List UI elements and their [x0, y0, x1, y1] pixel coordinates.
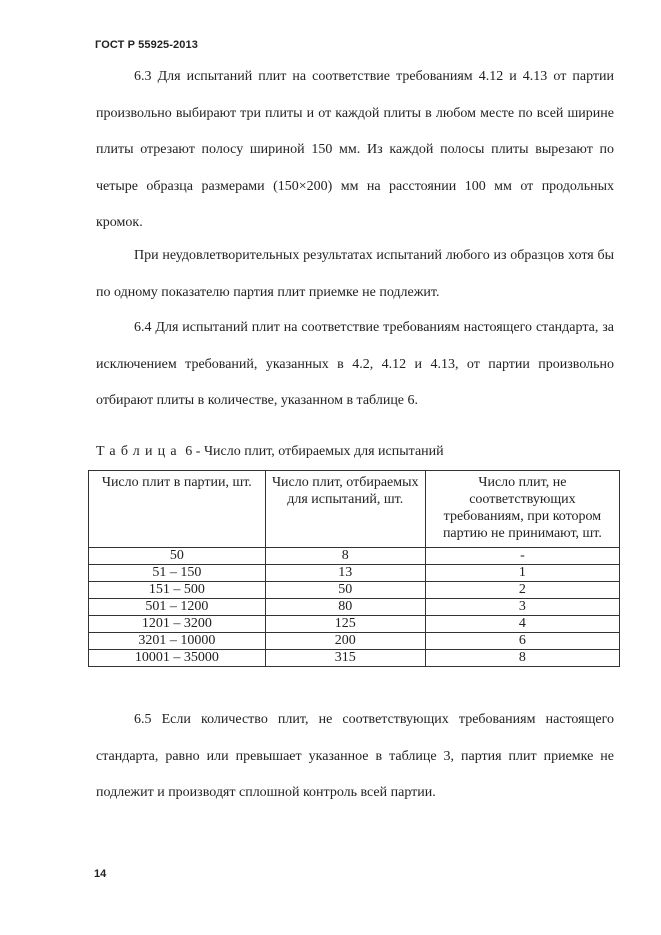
- table-row: [89, 548, 620, 565]
- table-cell-rejection-number: 6: [425, 633, 619, 650]
- table-row: [89, 582, 620, 599]
- column-header-lot-size: Число плит в партии, шт.: [89, 471, 266, 548]
- paragraph-6-3: 6.3 Для испытаний плит на соответствие требованиям 4.12 и 4.13 от партии произвольно выбирают три плиты и от каждой плиты в любом месте по всей ширине плиты отрезают полосу шириной 150 мм. Из каждой полосы плиты вырезают по четыре образца размерами (150×200) мм на расстоянии 100 мм от продольных кромок.: [96, 69, 614, 230]
- table-caption-title: - Число плит, отбираемых для испытаний: [195, 444, 444, 459]
- table-cell-sample-size: 200: [265, 633, 425, 650]
- table-cell-lot-size: 50: [89, 548, 266, 565]
- table-row: [89, 633, 620, 650]
- table-caption-prefix: Таблица: [96, 444, 182, 459]
- table-cell-lot-size: 501 – 1200: [89, 599, 266, 616]
- table-caption-number: 6: [185, 444, 193, 459]
- paragraph-6-4: 6.4 Для испытаний плит на соответствие требованиям настоящего стандарта, за исключением требований, указанных в 4.2, 4.12 и 4.13, от партии произвольно отбирают плиты в количестве, указанном в таблице 6.: [96, 320, 614, 408]
- table-row: [89, 565, 620, 582]
- table-cell-sample-size: 315: [265, 650, 425, 667]
- table-cell-rejection-number: 3: [425, 599, 619, 616]
- paragraph-6-3-rejection: При неудовлетворительных результатах испытаний любого из образцов хотя бы по одному показателю партия плит приемке не подлежит.: [96, 248, 614, 300]
- sampling-table: [88, 470, 620, 667]
- table-cell-rejection-number: 4: [425, 616, 619, 633]
- table-row: [89, 599, 620, 616]
- table-cell-lot-size: 10001 – 35000: [89, 650, 266, 667]
- column-header-rejection-number: Число плит, не соответствующих требованиям, при котором партию не принимают, шт.: [425, 471, 619, 548]
- table-cell-rejection-number: 2: [425, 582, 619, 599]
- table-cell-sample-size: 50: [265, 582, 425, 599]
- table-cell-rejection-number: -: [425, 548, 619, 565]
- table-row: [89, 616, 620, 633]
- table-cell-rejection-number: 8: [425, 650, 619, 667]
- document-code: ГОСТ Р 55925-2013: [95, 39, 198, 51]
- table-cell-rejection-number: 1: [425, 565, 619, 582]
- table-cell-lot-size: 151 – 500: [89, 582, 266, 599]
- table-header-row: [89, 471, 620, 548]
- table-cell-lot-size: 51 – 150: [89, 565, 266, 582]
- paragraph-6-5: 6.5 Если количество плит, не соответствующих требованиям настоящего стандарта, равно или превышает указанное в таблице 3, партия плит приемке не подлежит и производят сплошной контроль всей партии.: [96, 712, 614, 800]
- table-cell-sample-size: 8: [265, 548, 425, 565]
- table-cell-sample-size: 80: [265, 599, 425, 616]
- table-cell-sample-size: 13: [265, 565, 425, 582]
- table-row: [89, 650, 620, 667]
- table-cell-lot-size: 1201 – 3200: [89, 616, 266, 633]
- table-cell-sample-size: 125: [265, 616, 425, 633]
- table-caption: [96, 444, 444, 460]
- page-number: 14: [94, 868, 107, 880]
- table-cell-lot-size: 3201 – 10000: [89, 633, 266, 650]
- column-header-sample-size: Число плит, отбираемых для испытаний, шт.: [265, 471, 425, 548]
